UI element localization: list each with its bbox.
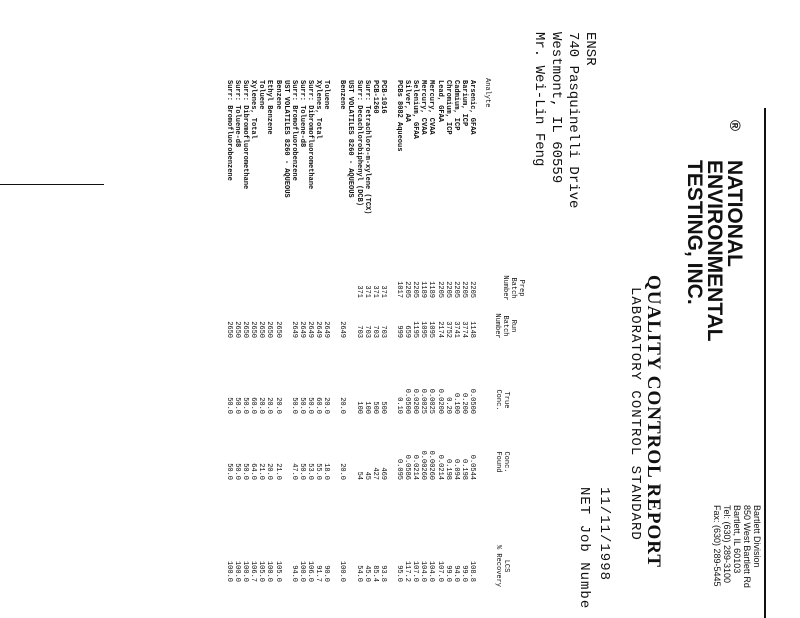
cell-lcs-recovery: 104.0 bbox=[419, 560, 428, 582]
cell-run-batch: 2649 bbox=[289, 321, 298, 338]
division-line-3: Bartlett, IL 60103 bbox=[732, 505, 742, 574]
cell-true-conc: 0.0025 bbox=[427, 388, 436, 414]
cell-analyte: Barium, ICP bbox=[459, 80, 468, 127]
cell-run-batch: 703 bbox=[362, 325, 371, 338]
cell-analyte: Surr: Bromofluorobenzene bbox=[225, 80, 233, 181]
cell-conc-found: 50.0 bbox=[241, 463, 250, 480]
cell-prep-batch: 1189 bbox=[427, 281, 436, 298]
cell-true-conc: 20.0 bbox=[257, 397, 266, 414]
cell-lcs-recovery: 85.4 bbox=[370, 565, 379, 582]
cell-analyte: PCBs 8082 Aqueous bbox=[395, 80, 404, 152]
cell-conc-found: 427 bbox=[370, 467, 379, 480]
cell-run-batch: 3752 bbox=[443, 321, 452, 338]
cell-prep-batch: 2205 bbox=[459, 281, 468, 298]
cell-conc-found: 64.0 bbox=[249, 463, 258, 480]
scan-line bbox=[0, 184, 104, 185]
cell-lcs-recovery: 104.0 bbox=[427, 560, 436, 582]
division-line-1: Bartlett Division bbox=[752, 505, 762, 568]
header-prep-batch-line-2: Batch bbox=[509, 277, 517, 299]
cell-lcs-recovery: 107.0 bbox=[411, 560, 420, 582]
cell-run-batch: 2649 bbox=[338, 321, 347, 338]
cell-run-batch: 2650 bbox=[249, 321, 258, 338]
cell-true-conc: 500 bbox=[378, 401, 387, 414]
cell-true-conc: 20.0 bbox=[265, 397, 274, 414]
page-edge bbox=[764, 108, 766, 618]
cell-conc-found: 50.0 bbox=[233, 463, 242, 480]
cell-prep-batch: 371 bbox=[370, 285, 379, 298]
cell-prep-batch: 2205 bbox=[403, 281, 412, 298]
header-run-batch-line-3: Number bbox=[493, 313, 501, 339]
cell-lcs-recovery: 106.0 bbox=[306, 560, 314, 582]
cell-true-conc: 100 bbox=[362, 401, 371, 414]
cell-true-conc: 20.0 bbox=[322, 397, 331, 414]
cell-prep-batch: 371 bbox=[362, 285, 371, 298]
cell-analyte: Selenium, GFAA bbox=[411, 80, 420, 139]
report-subtitle: LABORATORY CONTROL STANDARD bbox=[627, 287, 643, 541]
cell-analyte: Lead, GFAA bbox=[435, 80, 444, 123]
cell-true-conc: 0.100 bbox=[451, 392, 460, 414]
header-lcs-recovery-line-1: LCS bbox=[502, 559, 510, 573]
cell-prep-batch: 2205 bbox=[468, 281, 476, 298]
cell-analyte: Surr: Dibromofluoromethane bbox=[306, 80, 314, 190]
cell-lcs-recovery: 94.0 bbox=[289, 565, 298, 582]
cell-conc-found: 21.0 bbox=[273, 463, 282, 480]
cell-true-conc: 0.20 bbox=[443, 397, 452, 414]
cell-analyte: Xylenes, Total bbox=[314, 80, 323, 139]
cell-lcs-recovery: 93.8 bbox=[378, 565, 387, 582]
cell-lcs-recovery: 99.0 bbox=[459, 565, 468, 582]
division-line-4: Tel: (630) 289-3100 bbox=[722, 505, 732, 584]
cell-run-batch: 2649 bbox=[306, 321, 314, 338]
cell-prep-batch: 2205 bbox=[451, 281, 460, 298]
cell-true-conc: 0.0025 bbox=[419, 388, 428, 414]
cell-conc-found: 0.0544 bbox=[468, 454, 476, 480]
cell-analyte: Surr: Bromofluorobenzene bbox=[289, 80, 298, 181]
cell-lcs-recovery: 105.0 bbox=[273, 560, 282, 582]
cell-run-batch: 703 bbox=[354, 325, 363, 338]
lab-name-line-1: NATIONAL bbox=[723, 160, 746, 267]
cell-true-conc: 500 bbox=[370, 401, 379, 414]
cell-conc-found: 0.00260 bbox=[419, 450, 428, 480]
cell-true-conc: 50.0 bbox=[289, 397, 298, 414]
cell-lcs-recovery: 45.0 bbox=[362, 565, 371, 582]
cell-run-batch: 2650 bbox=[233, 321, 242, 338]
cell-run-batch: 2650 bbox=[265, 321, 274, 338]
cell-analyte: Silver, AA bbox=[403, 80, 412, 123]
cell-conc-found: 50.0 bbox=[297, 463, 306, 480]
cell-run-batch: 659 bbox=[403, 325, 412, 338]
cell-true-conc: 20.0 bbox=[338, 397, 347, 414]
lab-name-line-2: ENVIRONMENTAL bbox=[703, 160, 726, 342]
cell-analyte: Benzene bbox=[273, 80, 282, 110]
cell-true-conc: 50.0 bbox=[233, 397, 242, 414]
cell-conc-found: 469 bbox=[378, 467, 387, 480]
cell-analyte: Toluene bbox=[322, 80, 331, 110]
cell-run-batch: 2649 bbox=[314, 321, 323, 338]
cell-true-conc: 0.0200 bbox=[435, 388, 444, 414]
header-prep-batch-line-1: Prep bbox=[517, 279, 525, 297]
cell-run-batch: 999 bbox=[395, 325, 404, 338]
cell-lcs-recovery: 117.2 bbox=[403, 560, 412, 582]
cell-conc-found: 20.0 bbox=[338, 463, 347, 480]
cell-true-conc: 60.0 bbox=[249, 397, 258, 414]
cell-analyte: Ethyl Benzene bbox=[265, 80, 274, 135]
cell-lcs-recovery: 100.0 bbox=[338, 560, 347, 582]
cell-lcs-recovery: 95.0 bbox=[395, 565, 404, 582]
cell-lcs-recovery: 91.7 bbox=[314, 565, 323, 582]
lab-name-line-3: TESTING, INC. bbox=[683, 160, 706, 305]
cell-conc-found: 0.095 bbox=[395, 458, 404, 480]
cell-conc-found: 47.0 bbox=[289, 463, 298, 480]
cell-lcs-recovery: 100.0 bbox=[233, 560, 242, 582]
cell-true-conc: 0.0500 bbox=[468, 388, 476, 414]
cell-lcs-recovery: 99.0 bbox=[443, 565, 452, 582]
cell-run-batch: 2649 bbox=[297, 321, 306, 338]
cell-analyte: Arsenic, GFAA bbox=[468, 80, 476, 135]
header-true-conc-line-2: Conc. bbox=[494, 389, 502, 411]
cell-conc-found: 54 bbox=[354, 471, 363, 480]
cell-run-batch: 1095 bbox=[427, 321, 436, 338]
cell-true-conc: 50.0 bbox=[225, 397, 233, 414]
cell-true-conc: 60.0 bbox=[314, 397, 323, 414]
header-run-batch-line-2: Batch bbox=[501, 315, 509, 337]
cell-true-conc: 0.0200 bbox=[411, 388, 420, 414]
cell-true-conc: 0.0500 bbox=[403, 388, 412, 414]
cell-prep-batch: 2205 bbox=[435, 281, 444, 298]
cell-analyte: UST VOLATILES 8260 - AQUEOUS bbox=[281, 80, 290, 198]
cell-true-conc: 0.200 bbox=[459, 392, 468, 414]
cell-true-conc: 100 bbox=[354, 401, 363, 414]
cell-run-batch: 2650 bbox=[225, 321, 233, 338]
cell-prep-batch: 371 bbox=[378, 285, 387, 298]
cell-conc-found: 0.0214 bbox=[435, 454, 444, 480]
cell-conc-found: 55.0 bbox=[314, 463, 323, 480]
cell-lcs-recovery: 90.0 bbox=[322, 565, 331, 582]
cell-analyte: Surr: Decachlorobiphenyl (DCB) bbox=[354, 80, 363, 207]
cell-conc-found: 0.00260 bbox=[427, 450, 436, 480]
cell-analyte: UST VOLATILES 8260 - AQUEOUS bbox=[346, 80, 355, 198]
cell-run-batch: 3741 bbox=[451, 321, 460, 338]
cell-analyte: PCB-1260 bbox=[370, 80, 379, 114]
cell-prep-batch: 2205 bbox=[411, 281, 420, 298]
division-line-2: 850 West Bartlett Rd bbox=[742, 505, 752, 588]
cell-analyte: Surr: Dibromofluoromethane bbox=[241, 80, 250, 190]
report-date: 11/11/1998 bbox=[596, 487, 612, 582]
cell-run-batch: 703 bbox=[378, 325, 387, 338]
registered-mark: ® bbox=[726, 120, 743, 132]
cell-analyte: Benzene bbox=[338, 80, 347, 110]
client-line-2: 740 Pasquinelli Drive bbox=[565, 32, 581, 209]
cell-run-batch: 703 bbox=[370, 325, 379, 338]
client-line-3: Westmont, IL 60559 bbox=[548, 32, 564, 184]
header-prep-batch-line-3: Number bbox=[501, 275, 509, 301]
cell-run-batch: 3774 bbox=[459, 321, 468, 338]
cell-lcs-recovery: 100.0 bbox=[297, 560, 306, 582]
cell-lcs-recovery: 106.7 bbox=[249, 560, 258, 582]
cell-lcs-recovery: 108.8 bbox=[468, 560, 476, 582]
cell-conc-found: 21.0 bbox=[257, 463, 266, 480]
job-number-label: NET Job Numbe bbox=[576, 487, 592, 610]
cell-analyte: Surr: Toluene-d8 bbox=[233, 80, 242, 148]
cell-conc-found: 0.0214 bbox=[411, 454, 420, 480]
header-conc-found-line-1: Conc. bbox=[502, 451, 510, 473]
cell-run-batch: 1195 bbox=[411, 321, 420, 338]
cell-analyte: Toluene bbox=[257, 80, 266, 110]
cell-analyte: Surr: Tetrachloro-m-xylene (TCX) bbox=[362, 80, 371, 215]
cell-conc-found: 53.0 bbox=[306, 463, 314, 480]
division-line-5: Fax: (630) 289-5445 bbox=[712, 505, 722, 587]
cell-run-batch: 1148 bbox=[468, 321, 476, 338]
cell-analyte: PCB-1016 bbox=[378, 80, 387, 114]
cell-lcs-recovery: 54.0 bbox=[354, 565, 363, 582]
cell-run-batch: 2650 bbox=[241, 321, 250, 338]
cell-true-conc: 0.10 bbox=[395, 397, 404, 414]
cell-true-conc: 20.0 bbox=[273, 397, 282, 414]
cell-true-conc: 50.0 bbox=[241, 397, 250, 414]
cell-lcs-recovery: 107.0 bbox=[435, 560, 444, 582]
cell-conc-found: 0.0586 bbox=[403, 454, 412, 480]
report-title: QUALITY CONTROL REPORT bbox=[643, 275, 664, 569]
cell-analyte: Cadmium, ICP bbox=[451, 80, 460, 131]
cell-run-batch: 2650 bbox=[273, 321, 282, 338]
client-line-1: ENSR bbox=[582, 32, 598, 66]
header-run-batch-line-1: Run bbox=[509, 319, 517, 333]
cell-prep-batch: 2205 bbox=[443, 281, 452, 298]
header-lcs-recovery-line-2: % Recovery bbox=[494, 544, 502, 587]
cell-run-batch: 2650 bbox=[257, 321, 266, 338]
cell-lcs-recovery: 100.0 bbox=[225, 560, 233, 582]
cell-prep-batch: 1189 bbox=[419, 281, 428, 298]
cell-conc-found: 0.198 bbox=[459, 458, 468, 480]
cell-analyte: Chromium, ICP bbox=[443, 80, 452, 135]
cell-lcs-recovery: 100.0 bbox=[241, 560, 250, 582]
client-line-5: Mr. Wei-Lin Feng bbox=[531, 32, 547, 167]
cell-analyte: Surr: Toluene-d8 bbox=[297, 80, 306, 148]
cell-run-batch: 1095 bbox=[419, 321, 428, 338]
header-analyte: Analyte bbox=[483, 78, 491, 108]
cell-conc-found: 0.094 bbox=[451, 458, 460, 480]
cell-lcs-recovery: 94.0 bbox=[451, 565, 460, 582]
cell-run-batch: 2174 bbox=[435, 321, 444, 338]
cell-true-conc: 50.0 bbox=[297, 397, 306, 414]
cell-analyte: Mercury, CVAA bbox=[419, 80, 428, 135]
cell-conc-found: 45 bbox=[362, 471, 371, 480]
cell-analyte: Xylenes, Total bbox=[249, 80, 258, 139]
cell-prep-batch: 1017 bbox=[395, 281, 404, 298]
cell-conc-found: 0.198 bbox=[443, 458, 452, 480]
cell-lcs-recovery: 105.0 bbox=[257, 560, 266, 582]
cell-lcs-recovery: 100.0 bbox=[265, 560, 274, 582]
cell-run-batch: 2649 bbox=[322, 321, 331, 338]
header-conc-found-line-2: Found bbox=[494, 451, 502, 473]
cell-prep-batch: 371 bbox=[354, 285, 363, 298]
cell-conc-found: 50.0 bbox=[225, 463, 233, 480]
cell-analyte: Mercury, CVAA bbox=[427, 80, 436, 135]
header-true-conc-line-1: True bbox=[502, 391, 510, 409]
cell-conc-found: 18.0 bbox=[322, 463, 331, 480]
cell-true-conc: 50.0 bbox=[306, 397, 314, 414]
cell-conc-found: 20.0 bbox=[265, 463, 274, 480]
